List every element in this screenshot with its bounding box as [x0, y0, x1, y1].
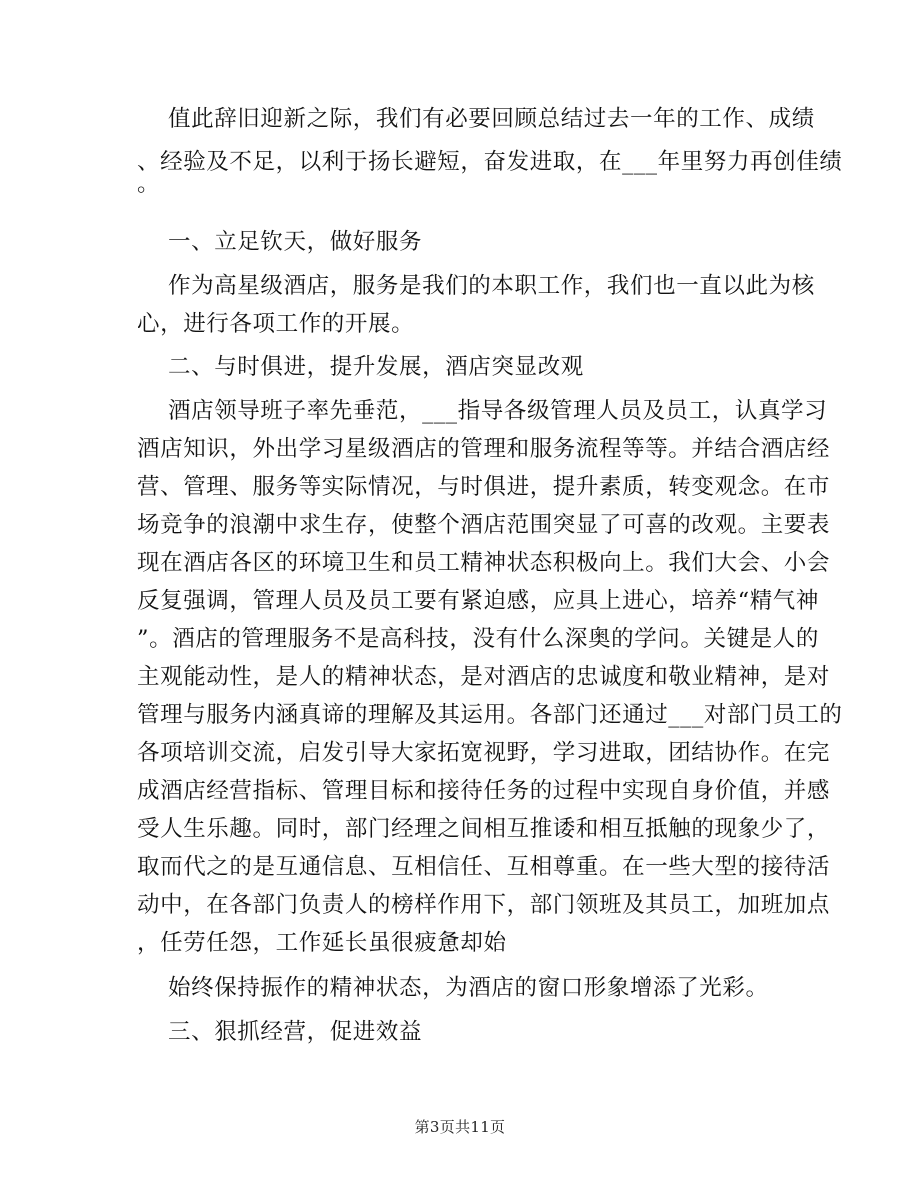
paragraph-line: 受人生乐趣。同时，部门经理之间相互推诿和相互抵触的现象少了，	[137, 816, 831, 842]
section-heading: 三、狠抓经营，促进效益	[137, 1019, 423, 1045]
paragraph-line: 。	[137, 171, 161, 197]
page-number: 第3页共11页	[414, 1118, 506, 1136]
paragraph-line: 动中，在各部门负责人的榜样作用下，部门领班及其员工，加班加点	[137, 892, 831, 918]
paragraph-line: 反复强调，管理人员及员工要有紧迫感，应具上进心，培养“精气神	[137, 588, 820, 614]
paragraph-line: ，任劳任怨，工作延长虽很疲惫却始	[137, 930, 507, 956]
paragraph-line: 成酒店经营指标、管理目标和接待任务的过程中实现自身价值，并感	[137, 778, 831, 804]
paragraph-line: 、经验及不足，以利于扬长避短，奋发进取，在___年里努力再创佳绩	[137, 149, 843, 175]
paragraph-line: 值此辞旧迎新之际，我们有必要回顾总结过去一年的工作、成绩	[137, 106, 815, 132]
paragraph-line: 各项培训交流，启发引导大家拓宽视野，学习进取，团结协作。在完	[137, 740, 831, 766]
section-heading: 一、立足钦天，做好服务	[137, 229, 423, 255]
paragraph-line: 现在酒店各区的环境卫生和员工精神状态积极向上。我们大会、小会	[137, 550, 831, 576]
paragraph-line: 场竞争的浪潮中求生存，使整个酒店范围突显了可喜的改观。主要表	[137, 512, 831, 538]
paragraph-line: 作为高星级酒店，服务是我们的本职工作，我们也一直以此为核	[137, 273, 815, 299]
section-heading: 二、与时俱进，提升发展，酒店突显改观	[137, 354, 584, 380]
paragraph-line: 主观能动性，是人的精神状态，是对酒店的忠诚度和敬业精神，是对	[137, 664, 831, 690]
paragraph-line: 始终保持振作的精神状态，为酒店的窗口形象增添了光彩。	[137, 975, 769, 1001]
paragraph-line: 酒店知识，外出学习星级酒店的管理和服务流程等等。并结合酒店经	[137, 436, 831, 462]
paragraph-line: 管理与服务内涵真谛的理解及其运用。各部门还通过___对部门员工的	[137, 702, 843, 728]
paragraph-line: 心，进行各项工作的开展。	[137, 311, 415, 337]
paragraph-line: ”。酒店的管理服务不是高科技，没有什么深奥的学问。关键是人的	[137, 626, 820, 652]
paragraph-line: 酒店领导班子率先垂范，___指导各级管理人员及员工，认真学习	[137, 398, 828, 424]
paragraph-line: 营、管理、服务等实际情况，与时俱进，提升素质，转变观念。在市	[137, 474, 831, 500]
paragraph-line: 取而代之的是互通信息、互相信任、互相尊重。在一些大型的接待活	[137, 854, 831, 880]
